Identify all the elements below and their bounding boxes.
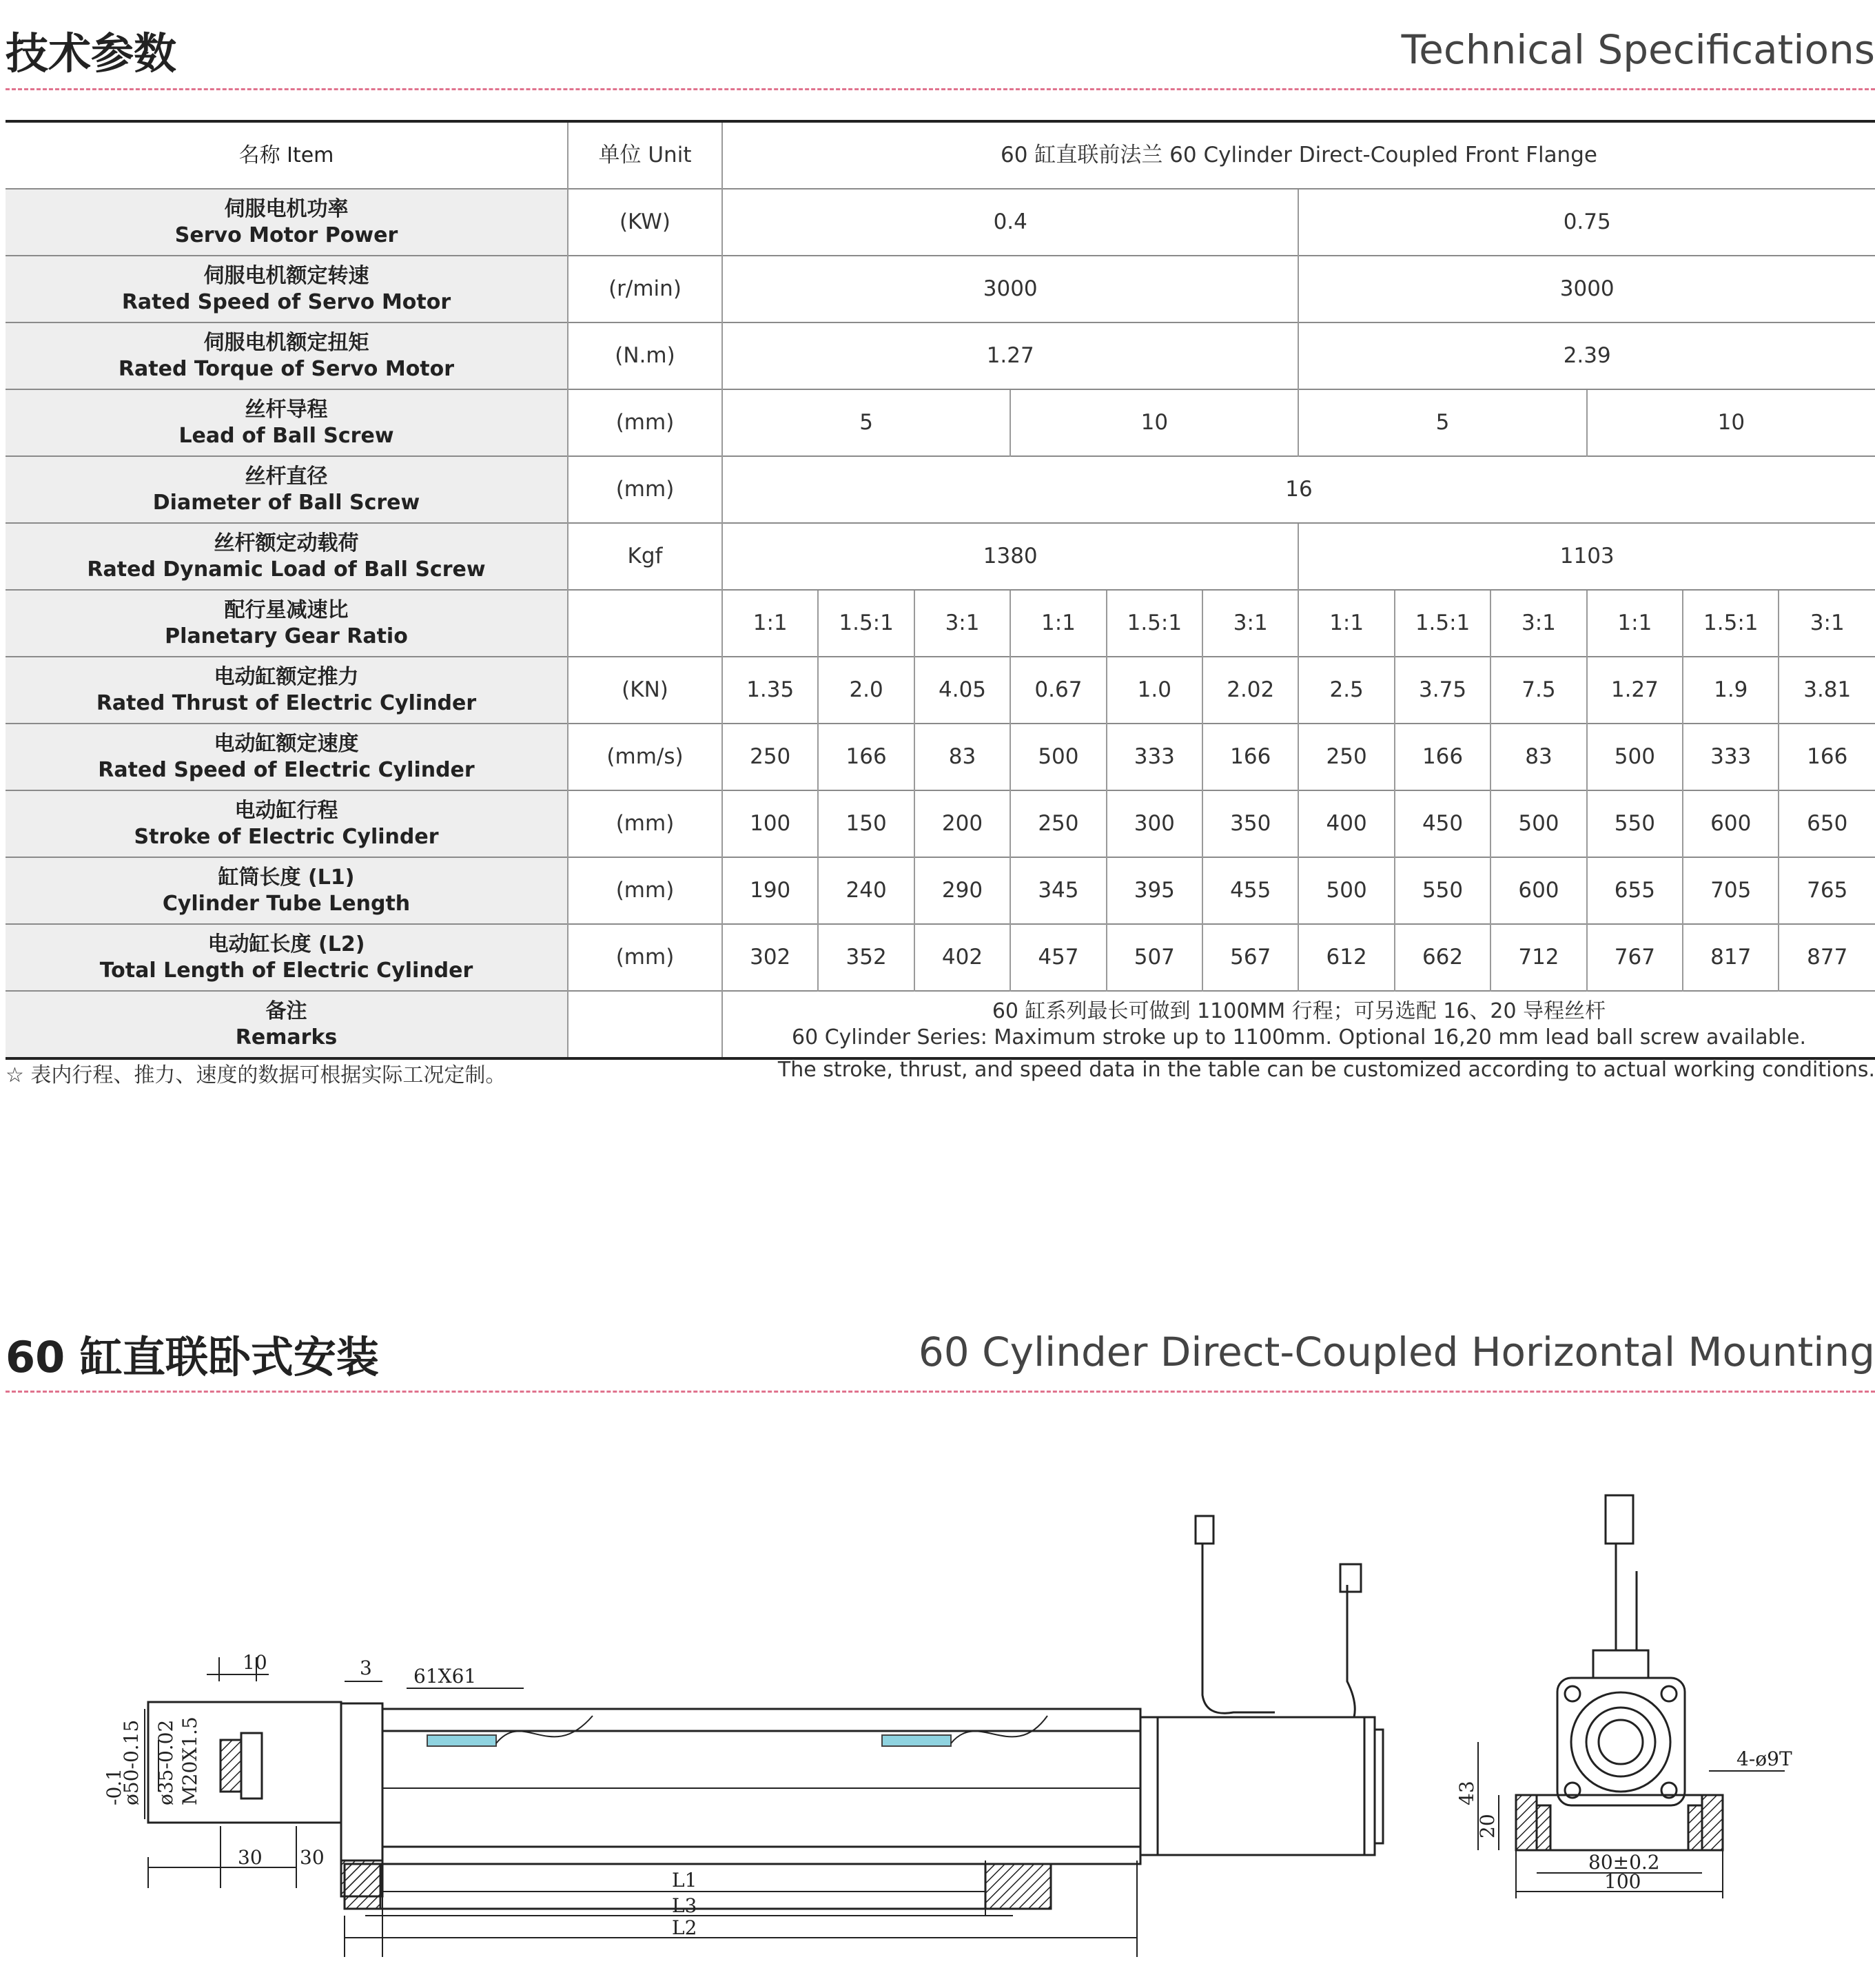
header-item: 名称 Item bbox=[6, 121, 568, 189]
row-unit: (mm) bbox=[568, 857, 722, 924]
spec-table bbox=[6, 120, 1875, 1060]
row-item-cn: 伺服电机功率 bbox=[224, 197, 349, 221]
row-item-name bbox=[6, 857, 568, 924]
row-item-name bbox=[6, 322, 568, 389]
value-cell: 10 bbox=[1587, 389, 1875, 456]
table-row bbox=[6, 322, 1875, 389]
value-cell: 400 bbox=[1298, 790, 1394, 857]
value-cell: 1.5:1 bbox=[1107, 590, 1202, 657]
dim-3: 3 bbox=[360, 1657, 372, 1679]
value-cell: 877 bbox=[1779, 924, 1875, 991]
value-cell: 5 bbox=[1298, 389, 1586, 456]
value-cell: 2.0 bbox=[818, 657, 914, 724]
row-item-name bbox=[6, 189, 568, 256]
value-cell: 500 bbox=[1298, 857, 1394, 924]
row-item-name bbox=[6, 389, 568, 456]
value-cell: 1:1 bbox=[722, 590, 818, 657]
row-item-cn: 丝杆直径 bbox=[245, 464, 328, 489]
value-cell: 166 bbox=[1395, 724, 1490, 790]
value-cell: 500 bbox=[1010, 724, 1106, 790]
value-cell: 507 bbox=[1107, 924, 1202, 991]
row-item-en: Stroke of Electric Cylinder bbox=[134, 824, 439, 849]
dim-flange: 61X61 bbox=[413, 1665, 477, 1688]
row-item-en: Planetary Gear Ratio bbox=[165, 624, 408, 648]
row-item-en: Lead of Ball Screw bbox=[178, 423, 394, 448]
end-view bbox=[1478, 1495, 1785, 1898]
dim-dia35: ø35-0.02 bbox=[154, 1719, 177, 1805]
mount-foot-right bbox=[985, 1864, 1051, 1909]
value-cell: 166 bbox=[1202, 724, 1298, 790]
value-cell: 345 bbox=[1010, 857, 1106, 924]
row-unit: (KW) bbox=[568, 189, 722, 256]
row-item-en: Rated Thrust of Electric Cylinder bbox=[96, 690, 477, 715]
table-header-row bbox=[6, 121, 1875, 189]
sensor-strip-right bbox=[882, 1735, 951, 1746]
value-cell: 1:1 bbox=[1298, 590, 1394, 657]
value-cell: 166 bbox=[818, 724, 914, 790]
table-row bbox=[6, 189, 1875, 256]
value-cell: 300 bbox=[1107, 790, 1202, 857]
row-item-name bbox=[6, 657, 568, 724]
value-cell: 705 bbox=[1683, 857, 1779, 924]
value-cell: 1:1 bbox=[1010, 590, 1106, 657]
row-unit bbox=[568, 590, 722, 657]
value-cell: 10 bbox=[1010, 389, 1298, 456]
side-view bbox=[145, 1516, 1383, 1957]
value-cell: 2.5 bbox=[1298, 657, 1394, 724]
remarks-unit bbox=[568, 991, 722, 1058]
header-unit: 单位 Unit bbox=[568, 121, 722, 189]
value-cell: 1:1 bbox=[1587, 590, 1683, 657]
spec-title-divider bbox=[6, 88, 1875, 90]
row-item-en: Total Length of Electric Cylinder bbox=[99, 958, 473, 983]
row-item-name bbox=[6, 256, 568, 322]
mount-title-en: 60 Cylinder Direct-Coupled Horizontal Mounting bbox=[918, 1329, 1875, 1375]
value-cell: 655 bbox=[1587, 857, 1683, 924]
dim-l3: L3 bbox=[672, 1894, 697, 1917]
row-item-cn: 丝杆额定动载荷 bbox=[214, 531, 359, 555]
dim-dia50: ø50-0.15 bbox=[120, 1719, 143, 1805]
row-item-cn: 电动缸行程 bbox=[234, 799, 338, 823]
value-cell: 2.39 bbox=[1298, 322, 1875, 389]
value-cell: 250 bbox=[1010, 790, 1106, 857]
remarks-row bbox=[6, 991, 1875, 1058]
value-cell: 1380 bbox=[722, 523, 1298, 590]
value-cell: 500 bbox=[1587, 724, 1683, 790]
table-row bbox=[6, 657, 1875, 724]
dim-l1: L1 bbox=[672, 1869, 697, 1892]
end-view-body bbox=[1557, 1678, 1685, 1805]
dim-thread: M20X1.5 bbox=[178, 1717, 201, 1805]
value-cell: 550 bbox=[1587, 790, 1683, 857]
row-unit: (mm) bbox=[568, 389, 722, 456]
value-cell: 3.75 bbox=[1395, 657, 1490, 724]
row-unit: (KN) bbox=[568, 657, 722, 724]
dim-l2: L2 bbox=[672, 1916, 697, 1939]
value-cell: 2.02 bbox=[1202, 657, 1298, 724]
row-item-name bbox=[6, 523, 568, 590]
row-item-en: Rated Speed of Servo Motor bbox=[121, 289, 451, 314]
value-cell: 1.35 bbox=[722, 657, 818, 724]
value-cell: 290 bbox=[914, 857, 1010, 924]
value-cell: 7.5 bbox=[1490, 657, 1586, 724]
value-cell: 16 bbox=[722, 456, 1875, 523]
value-cell: 4.05 bbox=[914, 657, 1010, 724]
row-item-cn: 伺服电机额定扭矩 bbox=[203, 331, 369, 355]
row-item-en: Diameter of Ball Screw bbox=[152, 490, 420, 515]
dim-holes: 4-ø9T bbox=[1736, 1748, 1792, 1770]
row-unit: (mm/s) bbox=[568, 724, 722, 790]
dim-80: 80±0.2 bbox=[1588, 1851, 1660, 1874]
table-row bbox=[6, 724, 1875, 790]
end-view-cable bbox=[1593, 1544, 1648, 1678]
table-row bbox=[6, 456, 1875, 523]
remarks-line1: 60 缸系列最长可做到 1100MM 行程；可另选配 16、20 导程丝杆 bbox=[992, 999, 1606, 1023]
encoder-cable bbox=[1202, 1544, 1275, 1713]
row-item-cn: 电动缸额定速度 bbox=[214, 732, 359, 756]
value-cell: 455 bbox=[1202, 857, 1298, 924]
table-row bbox=[6, 857, 1875, 924]
value-cell: 457 bbox=[1010, 924, 1106, 991]
value-cell: 190 bbox=[722, 857, 818, 924]
row-item-cn: 缸筒长度 (L1) bbox=[218, 865, 355, 890]
dim-20: 20 bbox=[1476, 1814, 1499, 1838]
value-cell: 240 bbox=[818, 857, 914, 924]
value-cell: 3:1 bbox=[1202, 590, 1298, 657]
value-cell: 450 bbox=[1395, 790, 1490, 857]
value-cell: 302 bbox=[722, 924, 818, 991]
value-cell: 662 bbox=[1395, 924, 1490, 991]
mounting-drawing bbox=[0, 1475, 1875, 1957]
row-unit: (mm) bbox=[568, 790, 722, 857]
spec-title-en: Technical Specifications bbox=[1401, 26, 1875, 73]
row-item-cn: 伺服电机额定转速 bbox=[203, 264, 369, 288]
value-cell: 200 bbox=[914, 790, 1010, 857]
dim-43: 43 bbox=[1455, 1781, 1478, 1805]
value-cell: 650 bbox=[1779, 790, 1875, 857]
dim-100: 100 bbox=[1604, 1870, 1641, 1893]
row-item-en: Servo Motor Power bbox=[174, 223, 398, 247]
value-cell: 83 bbox=[914, 724, 1010, 790]
value-cell: 600 bbox=[1683, 790, 1779, 857]
remarks-en: Remarks bbox=[235, 1025, 338, 1049]
row-unit: (mm) bbox=[568, 924, 722, 991]
mount-foot-left bbox=[345, 1864, 380, 1909]
remarks-text bbox=[722, 991, 1875, 1058]
remarks-label bbox=[6, 991, 568, 1058]
value-cell: 567 bbox=[1202, 924, 1298, 991]
value-cell: 5 bbox=[722, 389, 1010, 456]
value-cell: 1.5:1 bbox=[818, 590, 914, 657]
value-cell: 250 bbox=[722, 724, 818, 790]
value-cell: 100 bbox=[722, 790, 818, 857]
value-cell: 1.5:1 bbox=[1683, 590, 1779, 657]
row-item-name bbox=[6, 790, 568, 857]
row-item-cn: 丝杆导程 bbox=[245, 398, 328, 422]
remarks-line2: 60 Cylinder Series: Maximum stroke up to 1100mm. Optional 16,20 mm lead ball screw available. bbox=[792, 1025, 1806, 1049]
value-cell: 250 bbox=[1298, 724, 1394, 790]
value-cell: 0.67 bbox=[1010, 657, 1106, 724]
cylinder-tube bbox=[382, 1709, 1140, 1864]
row-item-name bbox=[6, 724, 568, 790]
table-row bbox=[6, 389, 1875, 456]
row-item-name bbox=[6, 456, 568, 523]
servo-motor bbox=[1140, 1717, 1375, 1855]
table-row bbox=[6, 523, 1875, 590]
value-cell: 1.5:1 bbox=[1395, 590, 1490, 657]
value-cell: 765 bbox=[1779, 857, 1875, 924]
value-cell: 712 bbox=[1490, 924, 1586, 991]
value-cell: 1.0 bbox=[1107, 657, 1202, 724]
value-cell: 0.75 bbox=[1298, 189, 1875, 256]
row-unit: (N.m) bbox=[568, 322, 722, 389]
value-cell: 550 bbox=[1395, 857, 1490, 924]
note-cn: ☆ 表内行程、推力、速度的数据可根据实际工况定制。 bbox=[6, 1063, 506, 1087]
table-row bbox=[6, 924, 1875, 991]
table-row bbox=[6, 790, 1875, 857]
remarks-cn: 备注 bbox=[265, 999, 307, 1023]
row-item-name bbox=[6, 590, 568, 657]
row-item-cn: 电动缸额定推力 bbox=[214, 665, 359, 689]
value-cell: 1103 bbox=[1298, 523, 1875, 590]
value-cell: 1.27 bbox=[722, 322, 1298, 389]
table-row bbox=[6, 256, 1875, 322]
spec-title-cn: 技术参数 bbox=[6, 28, 177, 79]
mount-title-divider bbox=[6, 1391, 1875, 1393]
table-row bbox=[6, 590, 1875, 657]
row-item-en: Cylinder Tube Length bbox=[162, 891, 411, 916]
mount-title-cn: 60 缸直联卧式安装 bbox=[6, 1332, 379, 1382]
header-model: 60 缸直联前法兰 60 Cylinder Direct-Coupled Front Flange bbox=[722, 121, 1875, 189]
value-cell: 350 bbox=[1202, 790, 1298, 857]
value-cell: 333 bbox=[1107, 724, 1202, 790]
dim-30a: 30 bbox=[238, 1846, 263, 1869]
bolt-hole bbox=[1565, 1686, 1580, 1701]
row-item-name bbox=[6, 924, 568, 991]
value-cell: 600 bbox=[1490, 857, 1586, 924]
row-item-en: Rated Speed of Electric Cylinder bbox=[98, 757, 475, 782]
value-cell: 3:1 bbox=[1779, 590, 1875, 657]
value-cell: 3000 bbox=[722, 256, 1298, 322]
row-item-en: Rated Dynamic Load of Ball Screw bbox=[87, 557, 486, 582]
value-cell: 0.4 bbox=[722, 189, 1298, 256]
value-cell: 817 bbox=[1683, 924, 1779, 991]
value-cell: 352 bbox=[818, 924, 914, 991]
sensor-strip-left bbox=[427, 1735, 496, 1746]
value-cell: 3:1 bbox=[1490, 590, 1586, 657]
value-cell: 3.81 bbox=[1779, 657, 1875, 724]
value-cell: 1.9 bbox=[1683, 657, 1779, 724]
value-cell: 166 bbox=[1779, 724, 1875, 790]
value-cell: 500 bbox=[1490, 790, 1586, 857]
row-unit: (mm) bbox=[568, 456, 722, 523]
value-cell: 3000 bbox=[1298, 256, 1875, 322]
value-cell: 402 bbox=[914, 924, 1010, 991]
power-cable bbox=[1347, 1585, 1355, 1717]
value-cell: 612 bbox=[1298, 924, 1394, 991]
value-cell: 767 bbox=[1587, 924, 1683, 991]
value-cell: 3:1 bbox=[914, 590, 1010, 657]
value-cell: 150 bbox=[818, 790, 914, 857]
row-item-en: Rated Torque of Servo Motor bbox=[118, 356, 455, 381]
row-unit: Kgf bbox=[568, 523, 722, 590]
row-unit: (r/min) bbox=[568, 256, 722, 322]
value-cell: 1.27 bbox=[1587, 657, 1683, 724]
value-cell: 395 bbox=[1107, 857, 1202, 924]
note-en: The stroke, thrust, and speed data in the table can be customized according to actual working conditions. bbox=[777, 1058, 1875, 1082]
value-cell: 83 bbox=[1490, 724, 1586, 790]
dim-tolerance: -0.1 bbox=[103, 1768, 125, 1805]
dim-30b: 30 bbox=[300, 1846, 325, 1869]
value-cell: 333 bbox=[1683, 724, 1779, 790]
dim-10: 10 bbox=[243, 1651, 267, 1674]
row-item-cn: 电动缸长度 (L2) bbox=[207, 932, 365, 956]
row-item-cn: 配行星减速比 bbox=[224, 598, 349, 622]
